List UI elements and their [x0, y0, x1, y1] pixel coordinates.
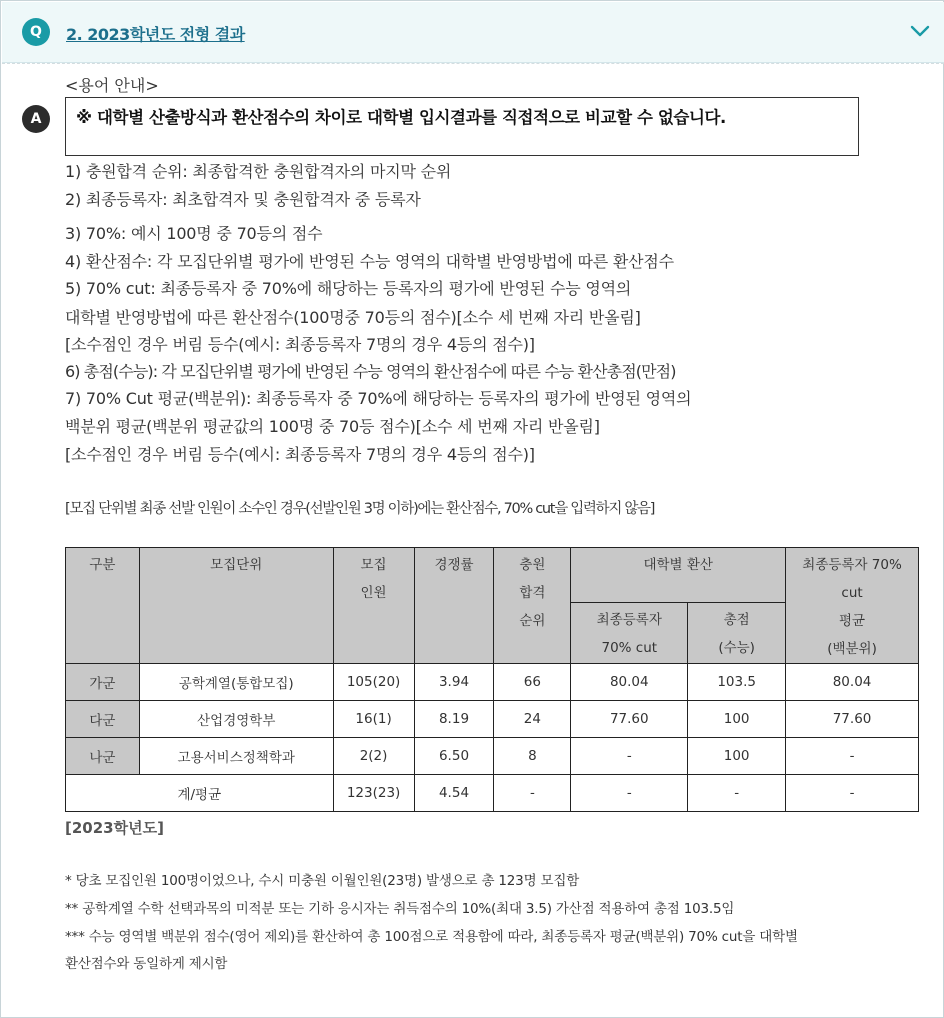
definition-line: 4) 환산점수: 각 모집단위별 평가에 반영된 수능 영역의 대학별 반영방법에 따른 환산점수: [65, 252, 674, 271]
cell-cut70: -: [571, 775, 688, 812]
header-final-cut-line: cut: [841, 585, 863, 601]
cell-competition: 4.54: [414, 775, 494, 812]
definition-line: 3) 70%: 예시 100명 중 70등의 점수: [65, 224, 323, 243]
definition-line: 7) 70% Cut 평균(백분위): 최종등록자 중 70%에 해당하는 등록자의 평가에 반영된 영역의: [65, 389, 692, 408]
header-final-cut-line: 최종등록자 70%: [802, 557, 902, 573]
cell-quota: 105(20): [333, 664, 414, 701]
definition-line: [소수점인 경우 버림 등수(예시: 최종등록자 7명의 경우 4등의 점수)]: [65, 445, 535, 464]
guide-title: <용어 안내>: [65, 76, 159, 95]
header-sub-cut-line: 70% cut: [601, 640, 658, 656]
footnote: 환산점수와 동일하게 제시함: [65, 956, 228, 972]
table-row: [66, 738, 919, 775]
footnote: *** 수능 영역별 백분위 점수(영어 제외)를 환산하여 총 100점으로 적용함에 따라, 최종등록자 평균(백분위) 70% cut을 대학별: [65, 929, 798, 945]
cell-waitlist: 66: [494, 664, 571, 701]
question-title-link[interactable]: 2. 2023학년도 전형 결과: [66, 25, 245, 44]
header-final-cut-line: (백분위): [827, 641, 877, 657]
header-univ-conversion: 대학별 환산: [571, 548, 786, 603]
question-badge: Q: [22, 18, 50, 46]
header-waitlist-line: 합격: [519, 585, 546, 601]
cell-summary-label: 계/평균: [66, 775, 334, 812]
header-quota-line: 모집: [360, 557, 387, 573]
header-sub-total-line: (수능): [718, 640, 755, 656]
cell-waitlist: -: [494, 775, 571, 812]
definition-line: 2) 최종등록자: 최초합격자 및 충원합격자 중 등록자: [65, 190, 421, 209]
cell-total: -: [688, 775, 786, 812]
header-quota: [333, 548, 414, 664]
definition-line: 백분위 평균(백분위 평균값의 100명 중 70등 점수)[소수 세 번째 자리 반올림]: [65, 417, 600, 436]
footnote: ** 공학계열 수학 선택과목의 미적분 또는 기하 응시자는 취득점수의 10%(최대 3.5) 가산점 적용하여 총점 103.5임: [65, 901, 735, 917]
header-sub-cut: [571, 603, 688, 664]
cell-group: 다군: [66, 701, 140, 738]
definition-line: 5) 70% cut: 최종등록자 중 70%에 해당하는 등록자의 평가에 반영된 수능 영역의: [65, 279, 632, 298]
header-final-cut: [786, 548, 919, 664]
notice-text: ※ 대학별 산출방식과 환산점수의 차이로 대학별 입시결과를 직접적으로 비교할 수 없습니다.: [76, 108, 726, 127]
cell-final-avg: 77.60: [786, 701, 919, 738]
cell-total: 100: [688, 738, 786, 775]
cell-unit: 공학계열(통합모집): [139, 664, 333, 701]
definition-line: 1) 충원합격 순위: 최종합격한 충원합격자의 마지막 순위: [65, 162, 452, 181]
header-waitlist: [494, 548, 571, 664]
cell-competition: 8.19: [414, 701, 494, 738]
cell-cut70: 80.04: [571, 664, 688, 701]
chevron-down-icon[interactable]: [910, 24, 930, 38]
header-sub-cut-line: 최종등록자: [596, 612, 662, 628]
year-label: [2023학년도]: [65, 819, 164, 837]
header-quota-line: 인원: [360, 585, 387, 601]
notice-box: [65, 97, 859, 156]
cell-group: 나군: [66, 738, 140, 775]
cell-competition: 3.94: [414, 664, 494, 701]
cell-total: 100: [688, 701, 786, 738]
divider: [2, 63, 944, 64]
question-header[interactable]: [2, 2, 944, 63]
header-competition: 경쟁률: [414, 548, 494, 664]
cell-unit: 고용서비스정책학과: [139, 738, 333, 775]
cell-waitlist: 24: [494, 701, 571, 738]
cell-cut70: 77.60: [571, 701, 688, 738]
admission-result-table: [65, 547, 919, 812]
cell-final-avg: -: [786, 775, 919, 812]
cell-final-avg: 80.04: [786, 664, 919, 701]
cell-waitlist: 8: [494, 738, 571, 775]
cell-unit: 산업경영학부: [139, 701, 333, 738]
definition-line: 6) 총점(수능): 각 모집단위별 평가에 반영된 수능 영역의 환산점수에 따른 수능 환산총점(만점): [65, 362, 676, 381]
header-sub-total-line: 총점: [723, 612, 750, 628]
header-waitlist-line: 충원: [519, 557, 546, 573]
table-row: [66, 701, 919, 738]
footnote: * 당초 모집인원 100명이었으나, 수시 미충원 이월인원(23명) 발생으로 총 123명 모집함: [65, 873, 580, 889]
header-final-cut-line: 평균: [839, 613, 866, 629]
cell-quota: 2(2): [333, 738, 414, 775]
cell-total: 103.5: [688, 664, 786, 701]
header-unit: 모집단위: [139, 548, 333, 664]
table-summary-row: [66, 775, 919, 812]
cell-quota: 123(23): [333, 775, 414, 812]
answer-badge: A: [22, 105, 50, 133]
header-sub-total: [688, 603, 786, 664]
cell-quota: 16(1): [333, 701, 414, 738]
definition-line: 대학별 반영방법에 따른 환산점수(100명중 70등의 점수)[소수 세 번째 자리 반올림]: [65, 308, 641, 327]
header-group: 구분: [66, 548, 140, 664]
cell-group: 가군: [66, 664, 140, 701]
table-note: [모집 단위별 최종 선발 인원이 소수인 경우(선발인원 3명 이하)에는 환산점수, 70% cut을 입력하지 않음]: [65, 501, 655, 517]
table-row: [66, 664, 919, 701]
cell-competition: 6.50: [414, 738, 494, 775]
cell-final-avg: -: [786, 738, 919, 775]
header-waitlist-line: 순위: [519, 613, 546, 629]
definition-line: [소수점인 경우 버림 등수(예시: 최종등록자 7명의 경우 4등의 점수)]: [65, 335, 535, 354]
cell-cut70: -: [571, 738, 688, 775]
